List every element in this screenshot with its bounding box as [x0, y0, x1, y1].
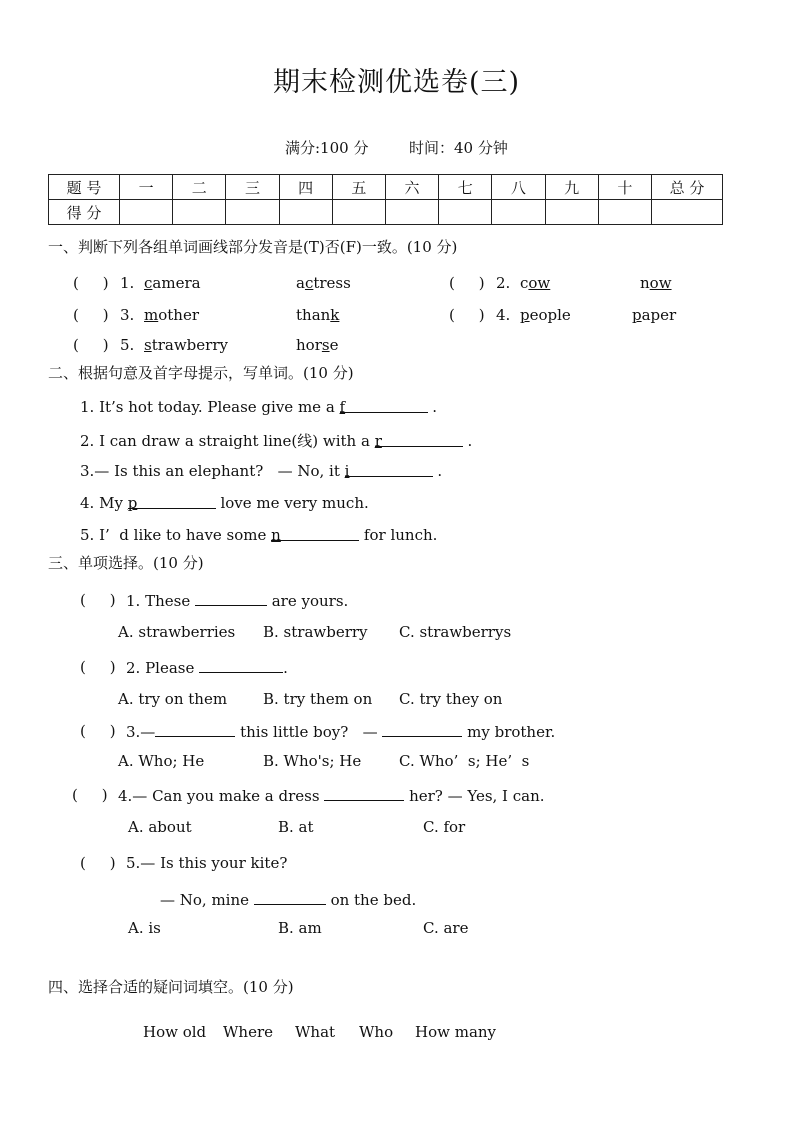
underlined-letters: p — [520, 306, 530, 324]
fill-item-1 — [80, 398, 437, 416]
score-table — [48, 174, 723, 225]
option-c[interactable]: C. are — [423, 919, 469, 937]
question-text: this little boy? — — [235, 723, 383, 741]
answer-paren[interactable]: ( ) — [73, 274, 109, 292]
word-bank-item: What — [295, 1023, 336, 1041]
answer-paren[interactable]: ( ) — [73, 306, 109, 324]
word-1 — [144, 306, 199, 324]
answer-blank[interactable] — [344, 462, 433, 480]
question-3 — [126, 722, 555, 741]
answer-blank[interactable] — [195, 591, 267, 606]
answer-paren[interactable]: ( ) — [80, 854, 116, 872]
question-text: my brother. — [462, 723, 556, 741]
score-cell[interactable] — [120, 200, 173, 225]
option-c[interactable]: C. strawberrys — [399, 623, 512, 641]
option-a[interactable]: A. is — [128, 919, 161, 937]
word-part: than — [296, 306, 331, 324]
score-header: 总 分 — [652, 175, 723, 200]
question-5-line-2 — [160, 890, 416, 909]
answer-paren[interactable]: ( ) — [72, 786, 108, 804]
underlined-letters: c — [144, 274, 153, 292]
page-title: 期末检测优选卷(三) — [272, 67, 521, 98]
score-header: 题 号 — [49, 175, 120, 200]
fill-item-3 — [80, 462, 442, 480]
word-part: amera — [152, 274, 201, 292]
underlined-letters: p — [632, 306, 642, 324]
answer-blank[interactable] — [127, 494, 216, 512]
option-a[interactable]: A. try on them — [118, 690, 228, 708]
section-4-heading: 四、选择合适的疑问词填空。(10 分) — [48, 978, 294, 996]
answer-paren[interactable]: ( ) — [449, 274, 485, 292]
answer-blank[interactable] — [155, 722, 235, 737]
question-2 — [126, 658, 288, 677]
score-cell[interactable] — [332, 200, 385, 225]
time-limit: 时间：40 分钟 — [409, 139, 508, 157]
answer-paren[interactable]: ( ) — [449, 306, 485, 324]
word-part: hor — [296, 336, 322, 354]
option-b[interactable]: B. at — [278, 818, 314, 836]
word-part: aper — [641, 306, 677, 324]
question-text: 1. These — [126, 592, 195, 610]
answer-paren[interactable]: ( ) — [80, 658, 116, 676]
option-a[interactable]: A. strawberries — [118, 623, 236, 641]
underlined-letters: ow — [528, 274, 551, 292]
score-header: 七 — [439, 175, 492, 200]
score-header: 四 — [279, 175, 332, 200]
answer-paren[interactable]: ( ) — [80, 591, 116, 609]
word-2 — [632, 306, 676, 324]
word-2 — [296, 306, 339, 324]
section-2-heading: 二、根据句意及首字母提示，写单词。(10 分) — [48, 364, 354, 382]
item-number: 4. — [496, 306, 511, 324]
word-2 — [640, 274, 672, 292]
word-part: trawberry — [151, 336, 228, 354]
word-part: e — [329, 336, 339, 354]
question-4 — [118, 786, 545, 805]
question-text: 3.— — [126, 723, 156, 741]
hint-letter: p — [127, 494, 138, 512]
sentence-text: . — [427, 398, 438, 416]
hint-letter: n — [271, 526, 281, 544]
score-cell[interactable] — [439, 200, 492, 225]
underlined-letters: s — [321, 336, 330, 354]
score-header: 一 — [120, 175, 173, 200]
score-cell[interactable] — [545, 200, 598, 225]
word-part: eople — [529, 306, 571, 324]
answer-blank[interactable] — [271, 526, 359, 544]
sentence-text: 2. I can draw a straight line(线) with a — [80, 432, 375, 450]
sentence-text: love me very much. — [215, 494, 369, 512]
score-row-label: 得 分 — [49, 200, 120, 225]
fill-item-5 — [80, 526, 437, 544]
word-bank-item: How old — [143, 1023, 207, 1041]
option-b[interactable]: B. Who's; He — [263, 752, 362, 770]
item-number: 2. — [496, 274, 511, 292]
underlined-letters: s — [144, 336, 152, 354]
word-2 — [296, 336, 338, 354]
word-part: a — [296, 274, 305, 292]
section-1-heading: 一、判断下列各组单词画线部分发音是(T)否(F)一致。(10 分) — [48, 238, 458, 256]
word-2 — [296, 274, 351, 292]
score-header: 十 — [598, 175, 651, 200]
underlined-letters: ow — [649, 274, 672, 292]
answer-blank[interactable] — [374, 432, 463, 450]
hint-letter: f — [339, 398, 346, 416]
score-header: 九 — [545, 175, 598, 200]
sentence-text: 3.— Is this an elephant? — No, it — [80, 462, 345, 480]
word-part: c — [520, 274, 529, 292]
sentence-text: . — [432, 462, 443, 480]
question-text: 2. Please — [126, 659, 200, 677]
question-text: on the bed. — [325, 891, 417, 909]
question-text: are yours. — [266, 592, 349, 610]
question-text: 4.— Can you make a dress — [118, 787, 325, 805]
word-bank-item: Where — [223, 1023, 274, 1041]
fill-item-2 — [80, 430, 472, 451]
hint-letter: r — [374, 432, 382, 450]
underlined-letters: m — [144, 306, 159, 324]
sentence-text: 1. It’s hot today. Please give me a — [80, 398, 340, 416]
section-3-heading: 三、单项选择。(10 分) — [48, 554, 204, 572]
sentence-text: for lunch. — [359, 526, 438, 544]
word-1 — [520, 274, 550, 292]
score-cell[interactable] — [598, 200, 651, 225]
score-header: 五 — [332, 175, 385, 200]
answer-paren[interactable]: ( ) — [73, 336, 109, 354]
option-c[interactable]: C. Who’ s; He’ s — [399, 752, 530, 770]
full-score: 满分:100 分 — [285, 139, 369, 157]
score-header: 二 — [173, 175, 226, 200]
score-cell[interactable] — [385, 200, 438, 225]
option-a[interactable]: A. about — [128, 818, 192, 836]
score-cell[interactable] — [279, 200, 332, 225]
answer-blank[interactable] — [382, 722, 462, 737]
answer-paren[interactable]: ( ) — [80, 722, 116, 740]
score-header: 六 — [385, 175, 438, 200]
fill-item-4 — [80, 494, 369, 512]
answer-blank[interactable] — [254, 890, 326, 905]
option-b[interactable]: B. try them on — [263, 690, 373, 708]
question-1 — [126, 591, 348, 610]
word-bank-item: Who — [359, 1023, 394, 1041]
question-text: — No, mine — [160, 891, 254, 909]
item-number: 1. — [120, 274, 135, 292]
score-table-header-row — [49, 175, 723, 200]
underlined-letters: k — [330, 306, 340, 324]
word-part: n — [640, 274, 650, 292]
word-1 — [144, 274, 201, 292]
question-text: her? — Yes, I can. — [404, 787, 545, 805]
hint-letter: i — [344, 462, 350, 480]
sentence-text: . — [462, 432, 473, 450]
score-cell[interactable] — [226, 200, 279, 225]
word-1 — [144, 336, 228, 354]
word-part: tress — [313, 274, 351, 292]
option-c[interactable]: C. for — [423, 818, 466, 836]
item-number: 5. — [120, 336, 135, 354]
underlined-letters: c — [304, 274, 314, 292]
answer-blank[interactable] — [199, 658, 283, 673]
option-b[interactable]: B. strawberry — [263, 623, 368, 641]
item-number: 3. — [120, 306, 135, 324]
word-1 — [520, 306, 571, 324]
sentence-text: 5. I’ d like to have some — [80, 526, 272, 544]
score-cell[interactable] — [492, 200, 545, 225]
option-a[interactable]: A. Who; He — [118, 752, 205, 770]
word-bank-item: How many — [415, 1023, 497, 1041]
question-text: . — [283, 659, 288, 677]
score-cell[interactable] — [173, 200, 226, 225]
answer-blank[interactable] — [339, 398, 428, 416]
sentence-text: 4. My — [80, 494, 128, 512]
option-c[interactable]: C. try they on — [399, 690, 503, 708]
score-header: 八 — [492, 175, 545, 200]
word-part: other — [158, 306, 200, 324]
score-header: 三 — [226, 175, 279, 200]
option-b[interactable]: B. am — [278, 919, 322, 937]
score-table-score-row — [49, 200, 723, 225]
question-5-line-1: 5.— Is this your kite? — [126, 854, 288, 872]
answer-blank[interactable] — [324, 786, 404, 801]
score-cell[interactable] — [652, 200, 723, 225]
